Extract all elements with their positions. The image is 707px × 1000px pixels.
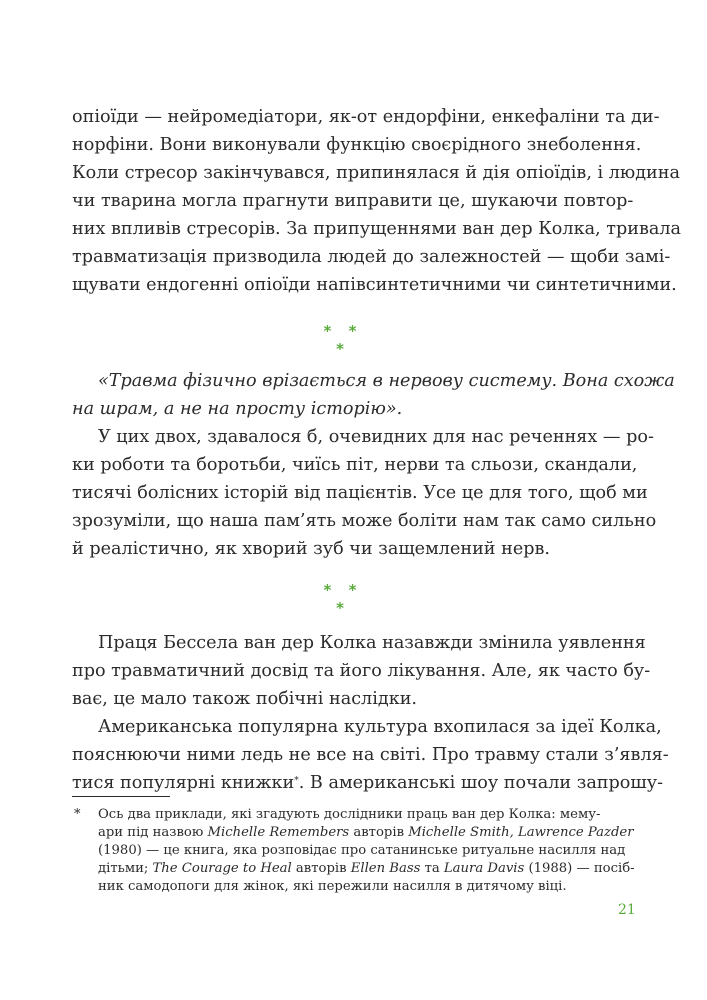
body-line: них впливів стресорів. За припущеннями ван дер Колка, тривала (72, 219, 682, 239)
quote-line: на шрам, а не на просту історію». (72, 399, 403, 419)
body-line: чи тварина могла прагнути виправити це, шукаючи повтор- (72, 191, 634, 211)
footnote-divider (72, 796, 170, 797)
footnote-text: та (420, 861, 444, 876)
body-line: зрозуміли, що наша пам’ять може боліти нам так само сильно (72, 511, 657, 531)
footnote-line: (1980) — це книга, яка розповідає про сатанинське ритуальне насилля над (98, 843, 626, 858)
body-line: травматизація призводила людей до залежностей — щоби замі- (72, 247, 671, 267)
author-name: Laura Davis (443, 861, 525, 876)
body-text: тися популярні книжки (72, 773, 295, 793)
footnote-text: авторів (291, 861, 351, 876)
book-title: The Courage to Heal (152, 861, 292, 876)
section-separator: * * * (323, 581, 363, 617)
author-name: Ellen Bass (350, 861, 421, 876)
body-line: Американська популярна культура вхопилася за ідеї Колка, (98, 717, 662, 737)
footnote-line (98, 859, 635, 879)
body-line: ває, це мало також побічні наслідки. (72, 689, 418, 709)
author-names: Michelle Smith, Lawrence Pazder (408, 825, 634, 840)
section-separator: * * * (323, 322, 363, 358)
body-line: У цих двох, здавалося б, очевидних для нас реченнях — ро- (98, 427, 654, 447)
body-line: Праця Бессела ван дер Колка назавжди змінила уявлення (98, 633, 646, 653)
body-line (72, 773, 664, 793)
body-line: Коли стресор закінчувався, припинялася й дія опіоїдів, і людина (72, 163, 680, 183)
footnote-text: авторів (349, 825, 409, 840)
book-title: Michelle Remembers (207, 825, 350, 840)
body-line: норфіни. Вони виконували функцію своєрідного знеболення. (72, 135, 642, 155)
footnote-line: Ось два приклади, які згадують дослідники праць ван дер Колка: мему- (98, 807, 601, 822)
body-line: тисячі болісних історій від пацієнтів. Усе це для того, щоб ми (72, 483, 648, 503)
footnote-text: (1988) — посіб- (524, 861, 635, 876)
footnote-text: ари під назвою (98, 825, 208, 840)
body-line: щувати ендогенні опіоїди напівсинтетичними чи синтетичними. (72, 275, 677, 295)
page-number: 21 (618, 902, 636, 918)
footnote-line: ник самодопоги для жінок, які пережили насилля в дитячому віці. (98, 879, 567, 894)
footnote-mark: * (74, 807, 81, 822)
body-line: пояснюючи ними ледь не все на світі. Про травму стали з’явля- (72, 745, 669, 765)
footnote-text: дітьми; (98, 861, 153, 876)
body-line: опіоїди — нейромедіатори, як-от ендорфіни, енкефаліни та ди- (72, 107, 660, 127)
footnote-reference[interactable]: * (294, 776, 299, 786)
body-line: й реалістично, як хворий зуб чи защемлений нерв. (72, 539, 551, 559)
quote-line: «Травма фізично врізається в нервову систему. Вона схожа (98, 371, 675, 391)
footnote-line (98, 823, 634, 843)
body-line: про травматичний досвід та його лікування. Але, як часто бу- (72, 661, 651, 681)
body-line: ки роботи та боротьби, чиїсь піт, нерви та сльози, скандали, (72, 455, 638, 475)
body-text: . В американські шоу почали запрошу- (298, 773, 664, 793)
